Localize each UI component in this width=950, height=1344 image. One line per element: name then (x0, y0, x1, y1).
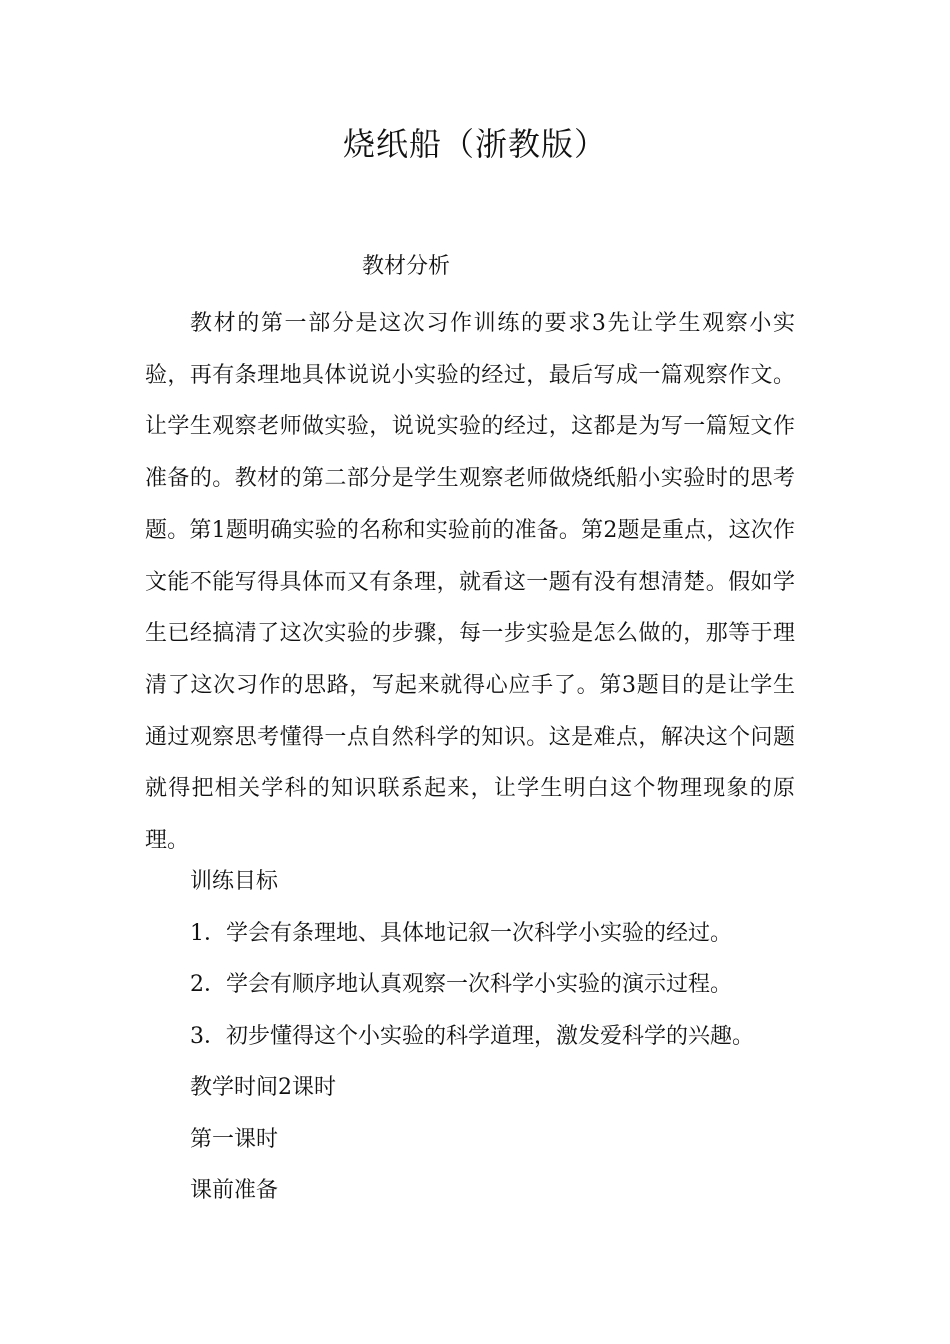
goal-item-1: 1．学会有条理地、具体地记叙一次科学小实验的经过。 (190, 921, 732, 946)
goal-item-3: 3．初步懂得这个小实验的科学道理，激发爱科学的兴趣。 (190, 1024, 754, 1049)
preparation-heading: 课前准备 (190, 1178, 279, 1203)
teaching-time: 教学时间2课时 (190, 1075, 336, 1100)
section-heading: 教材分析 (362, 254, 451, 279)
training-goal-heading: 训练目标 (190, 869, 279, 894)
body-paragraph: 教材的第一部分是这次习作训练的要求3先让学生观察小实验，再有条理地具体说说小实验的经过，最后写成一篇观察作文。让学生观察老师做实验，说说实验的经过，这都是为写一篇短文作准备的。教材的第二部分是学生观察老师做烧纸船小实验时的思考题。第1题明确实验的名称和实验前的准备。第2题是重点，这次作文能不能写得具体而又有条理，就看这一题有没有想清楚。假如学生已经搞清了这次实验的步骤，每一步实验是怎么做的，那等于理清了这次习作的思路，写起来就得心应手了。第3题目的是让学生通过观察思考懂得一点自然科学的知识。这是难点，解决这个问题就得把相关学科的知识联系起来，让学生明白这个物理现象的原理。 (145, 311, 795, 854)
first-lesson-heading: 第一课时 (190, 1127, 279, 1152)
goal-item-2: 2．学会有顺序地认真观察一次科学小实验的演示过程。 (190, 972, 732, 997)
document-title: 烧纸船（浙教版） (342, 125, 607, 163)
